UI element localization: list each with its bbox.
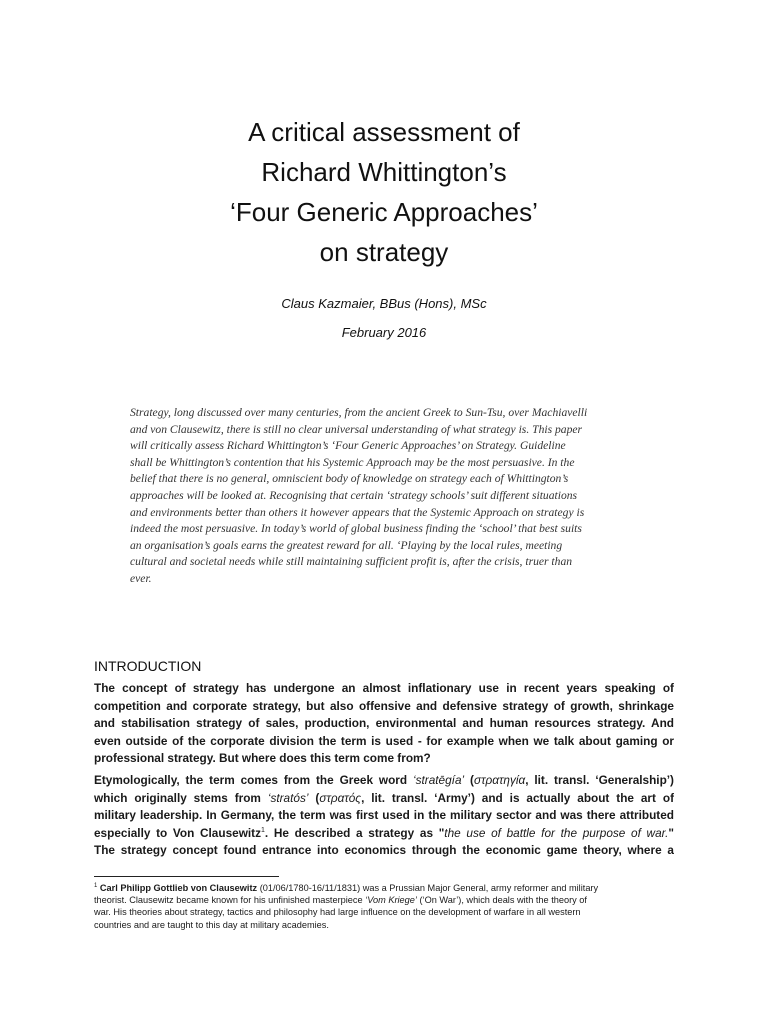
footnote-marker: 1	[94, 882, 98, 889]
paragraph-line: and stabilisation strategy of sales, production, environmental and human resources strategy. And	[94, 716, 674, 730]
text-run: (	[308, 790, 320, 805]
title-line: A critical assessment of	[248, 117, 520, 147]
footnote-separator	[94, 876, 279, 877]
quotation: the use of battle for the purpose of war.	[444, 825, 669, 840]
book-title: ‘Vom Kriege’	[365, 895, 417, 906]
abstract	[130, 405, 639, 588]
text-run: (	[464, 773, 474, 787]
paragraph-line	[94, 790, 674, 808]
title-line: Richard Whittington’s	[261, 157, 507, 187]
greek-term: στρατός	[319, 790, 362, 805]
paragraph-line: military leadership. In Germany, the term was first used in the military sector and was there attributed	[94, 808, 674, 822]
text-run: , lit. transl. ‘Generalship’)	[525, 773, 674, 787]
section-heading: INTRODUCTION	[94, 658, 202, 674]
paragraph-line: competition and corporate strategy, but also offensive and defensive strategy of growth, shrinkage	[94, 698, 674, 713]
greek-term: στρατηγία	[473, 773, 526, 787]
text-run: "	[668, 825, 674, 840]
abstract-line: approaches will be looked at. Recognising that certain ‘strategy schools’ suit different situations	[130, 488, 578, 502]
greek-term-transliteration: ‘stratēgía’	[412, 773, 465, 787]
abstract-line: will critically assess Richard Whittington’s ‘Four Generic Approaches’ on Strategy. Guideline	[130, 439, 566, 453]
intro-paragraph-2	[94, 772, 674, 860]
abstract-line: cultural and societal needs while still maintaining sufficient profit is, after the crisis, truer than	[130, 555, 573, 569]
abstract-line: ever.	[130, 571, 152, 585]
footnote-reference[interactable]: 1	[260, 826, 265, 834]
abstract-line: an organisation’s goals earns the greatest reward for all. ‘Playing by the local rules, meeting	[130, 538, 563, 552]
title-line: ‘Four Generic Approaches’	[230, 197, 538, 227]
text-run: . He described a strategy as "	[264, 825, 445, 840]
text-run: especially to Von Clausewitz	[94, 825, 261, 840]
text-run: Etymologically, the term comes from the Greek word	[94, 773, 413, 787]
footnote-line: war. His theories about strategy, tactics and philosophy had large influence on the development of warfare in all western	[94, 907, 581, 918]
greek-term-transliteration: ‘stratós’	[267, 790, 309, 805]
footnote-line: countries and are taught to this day at military academies.	[94, 919, 329, 930]
author-line: Claus Kazmaier, BBus (Hons), MSc	[281, 296, 487, 311]
footnote-line	[94, 882, 676, 894]
paragraph-line: The concept of strategy has undergone an almost inflationary use in recent years speaking of	[94, 681, 674, 695]
title-line: on strategy	[319, 237, 449, 267]
date-line: February 2016	[341, 325, 427, 340]
paragraph-line	[94, 825, 674, 843]
intro-paragraph-1	[94, 680, 674, 768]
text-run: theorist. Clausewitz became known for his unfinished masterpiece	[94, 895, 366, 906]
footnote-name: Carl Philipp Gottlieb von Clausewitz	[99, 883, 258, 893]
abstract-line: belief that there is no general, omniscient body of knowledge on strategy each of Whittington’s	[130, 472, 569, 486]
text-run: (‘On War’), which deals with the theory of	[416, 895, 587, 906]
abstract-line: and environments better than others it however appears that the Systemic Approach on strategy is	[130, 505, 585, 519]
text-run: , lit. transl. ‘Army’) and is actually about the art of	[361, 790, 674, 805]
abstract-line: shall be Whittington’s contention that his Systemic Approach may be the most persuasive. In the	[130, 455, 575, 469]
footnote	[94, 882, 676, 931]
paragraph-line: even outside of the corporate division the term is used - for example when we talk about gaming or	[94, 733, 674, 748]
abstract-line: indeed the most persuasive. In today’s world of global business finding the ‘school’ that best suits	[130, 522, 582, 536]
text-run: (01/06/1780-16/11/1831) was a Prussian Major General, army reformer and military	[257, 883, 599, 893]
document-title	[120, 112, 648, 272]
paragraph-line: professional strategy. But where does this term come from?	[94, 751, 431, 765]
abstract-line: and von Clausewitz, there is still no clear universal understanding of what strategy is. This paper	[130, 422, 583, 436]
paragraph-line	[94, 772, 674, 790]
footnote-line	[94, 894, 676, 906]
abstract-line: Strategy, long discussed over many centuries, from the ancient Greek to Sun-Tsu, over Machiavelli	[130, 406, 588, 419]
text-run: which originally stems from	[94, 790, 268, 805]
paragraph-line: The strategy concept found entrance into economics through the economic game theory, where a	[94, 843, 674, 857]
